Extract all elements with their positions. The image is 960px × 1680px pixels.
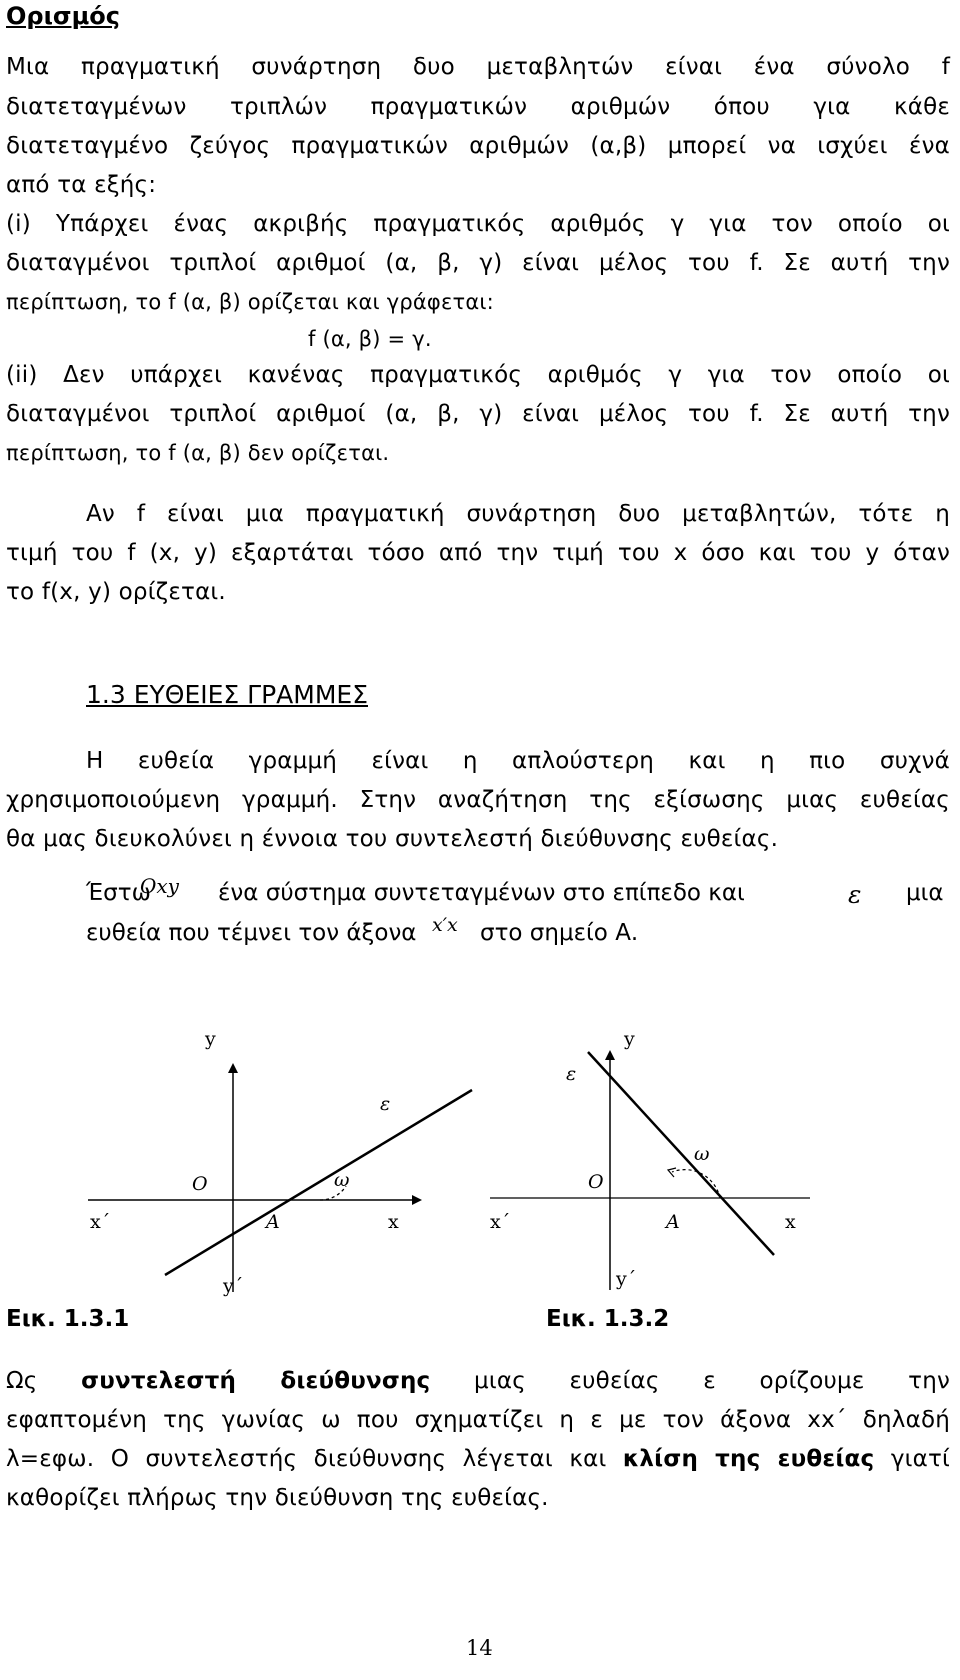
angle-arrow-2 bbox=[668, 1168, 676, 1177]
slope-lambda-text: λ=εφω. Ο συντελεστής διεύθυνσης λέγεται και bbox=[6, 1446, 607, 1472]
section-title: 1.3 ΕΥΘΕΙΕΣ ΓΡΑΜΜΕΣ bbox=[86, 680, 368, 709]
label-omega-2: ω bbox=[694, 1143, 710, 1165]
slope-term: συντελεστή διεύθυνσης bbox=[81, 1368, 431, 1394]
definition-line-6: διαταγμένοι τριπλοί αριθμοί (α, β, γ) είναι μέλος του f. Σε αυτή την bbox=[6, 250, 950, 276]
label-y-prime-2: y΄ bbox=[616, 1268, 637, 1290]
text-at-point: στο σημείο Α. bbox=[480, 920, 639, 946]
definition-heading: Ορισμός bbox=[6, 2, 120, 30]
label-omega: ω bbox=[334, 1169, 350, 1191]
label-origin-2: O bbox=[588, 1171, 604, 1193]
function-para-line-3: το f(x, y) ορίζεται. bbox=[6, 579, 226, 605]
text-line-cuts: ευθεία που τέμνει τον άξονα bbox=[86, 920, 417, 946]
slope-because: γιατί bbox=[890, 1446, 950, 1472]
section-para-line-1: Η ευθεία γραμμή είναι η απλούστερη και η πιο συχνά bbox=[86, 748, 950, 774]
math-xx: x′x bbox=[432, 914, 458, 936]
label-x: x bbox=[388, 1211, 399, 1233]
text-estw: Έστω bbox=[86, 880, 151, 906]
definition-line-4: από τα εξής: bbox=[6, 172, 157, 198]
line-epsilon-2 bbox=[588, 1052, 774, 1255]
label-x-2: x bbox=[785, 1211, 796, 1233]
definition-line-3: διατεταγμένο ζεύγος πραγματικών αριθμών (α,β) μπορεί να ισχύει ένα bbox=[6, 133, 950, 159]
line-epsilon bbox=[165, 1090, 472, 1275]
label-point-a: A bbox=[266, 1211, 280, 1233]
definition-line-5: (i) Υπάρχει ένας ακριβής πραγματικός αριθμός γ για τον οποίο οι bbox=[6, 211, 950, 237]
definition-line-7: περίπτωση, το f (α, β) ορίζεται και γράφεται: bbox=[6, 290, 494, 314]
function-para-line-2: τιμή του f (x, y) εξαρτάται τόσο από την τιμή του x όσο και του y όταν bbox=[6, 540, 950, 566]
figure-1-caption: Εικ. 1.3.1 bbox=[6, 1306, 130, 1332]
section-para-line-2: χρησιμοποιούμενη γραμμή. Στην αναζήτηση της εξίσωσης μιας ευθείας bbox=[6, 787, 950, 813]
slope-line-2: εφαπτομένη της γωνίας ω που σχηματίζει η ε με τον άξονα xx΄ δηλαδή bbox=[6, 1407, 950, 1433]
text-mia: μια bbox=[906, 880, 944, 906]
figure-2 bbox=[480, 1010, 860, 1300]
label-epsilon: ε bbox=[380, 1093, 391, 1115]
math-oxy: Oxy bbox=[140, 874, 179, 898]
label-epsilon-2: ε bbox=[566, 1063, 577, 1085]
label-y-prime: y΄ bbox=[223, 1275, 244, 1297]
definition-line-10: διαταγμένοι τριπλοί αριθμοί (α, β, γ) είναι μέλος του f. Σε αυτή την bbox=[6, 401, 950, 427]
definition-line-9: (ii) Δεν υπάρχει κανένας πραγματικός αριθμός γ για τον οποίο οι bbox=[6, 362, 950, 388]
label-point-a-2: A bbox=[666, 1211, 680, 1233]
section-para-line-3: θα μας διευκολύνει η έννοια του συντελεστή διεύθυνσης ευθείας. bbox=[6, 826, 779, 852]
slope-line-1 bbox=[6, 1364, 950, 1398]
math-epsilon: ε bbox=[848, 880, 862, 909]
function-para-line-1: Αν f είναι μια πραγματική συνάρτηση δυο μεταβλητών, τότε η bbox=[86, 501, 950, 527]
definition-formula: f (α, β) = γ. bbox=[308, 327, 432, 351]
slope-gradient-term: κλίση της ευθείας bbox=[622, 1446, 875, 1472]
slope-word-ws: Ως bbox=[6, 1368, 38, 1394]
label-origin: O bbox=[192, 1173, 208, 1195]
label-y-2: y bbox=[624, 1028, 635, 1050]
definition-line-11: περίπτωση, το f (α, β) δεν ορίζεται. bbox=[6, 441, 390, 465]
text-system: ένα σύστημα συντεταγμένων στο επίπεδο και bbox=[218, 880, 745, 906]
label-x-prime-2: x΄ bbox=[490, 1211, 511, 1233]
label-y: y bbox=[205, 1028, 216, 1050]
label-x-prime: x΄ bbox=[90, 1211, 111, 1233]
figure-2-caption: Εικ. 1.3.2 bbox=[546, 1306, 670, 1332]
definition-line-1: Μια πραγματική συνάρτηση δυο μεταβλητών είναι ένα σύνολο f bbox=[6, 54, 950, 80]
angle-omega-arc-2 bbox=[672, 1170, 720, 1198]
slope-def-rest: μιας ευθείας ε ορίζουμε την bbox=[474, 1368, 951, 1394]
slope-line-3 bbox=[6, 1442, 950, 1476]
coordinate-system-line-1 bbox=[0, 874, 960, 920]
definition-line-2: διατεταγμένων τριπλών πραγματικών αριθμών όπου για κάθε bbox=[6, 94, 950, 120]
slope-line-4: καθορίζει πλήρως την διεύθυνση της ευθείας. bbox=[6, 1485, 549, 1511]
page-number: 14 bbox=[466, 1636, 493, 1660]
coordinate-system-line-2 bbox=[0, 914, 960, 960]
figure-1 bbox=[80, 1010, 500, 1300]
